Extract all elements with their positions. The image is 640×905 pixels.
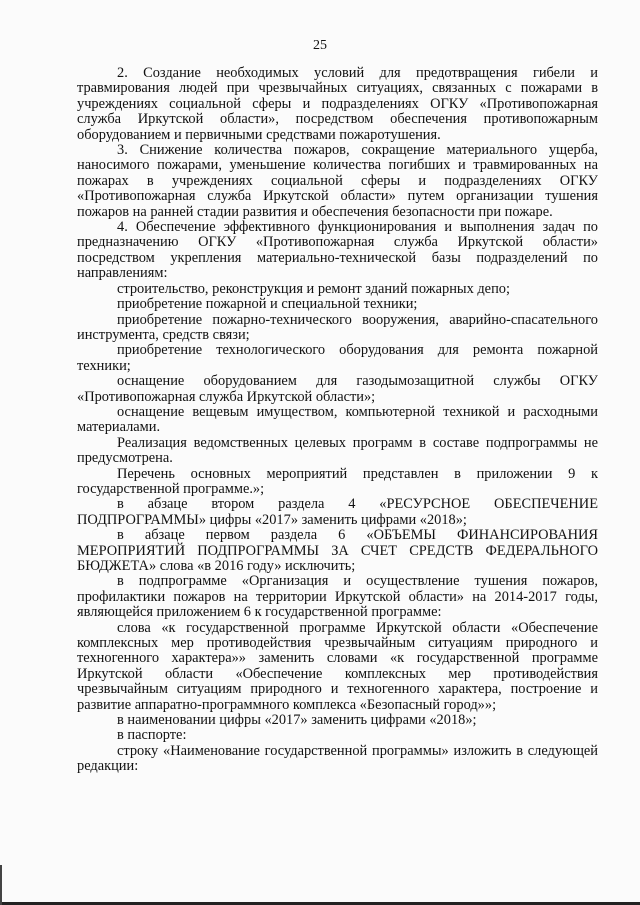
paragraph: Реализация ведомственных целевых программ в составе подпрограммы не предусмотрена. (77, 434, 598, 467)
document-body (77, 66, 598, 775)
page-number: 25 (313, 38, 327, 53)
paragraph: слова «к государственной программе Иркутской области «Обеспечение комплексных мер противодействия чрезвычайным ситуациям природного и техногенного характера»» заменить словами «к государственной программе Иркутской области «Обеспечение комплексных мер противодействия чрезвычайным ситуациям природного и техногенного характера, построение и развитие аппаратно-программного комплекса «Безопасный город»»; (77, 619, 598, 713)
paragraph: в абзаце втором раздела 4 «РЕСУРСНОЕ ОБЕСПЕЧЕНИЕ ПОДПРОГРАММЫ» цифры «2017» заменить цифрами «2018»; (77, 496, 598, 528)
paragraph: в паспорте: (117, 727, 187, 744)
paragraph: Перечень основных мероприятий представлен в приложении 9 к государственной программе.»; (77, 465, 598, 497)
list-item: приобретение технологического оборудования для ремонта пожарной техники; (77, 342, 598, 374)
paragraph: 2. Создание необходимых условий для предотвращения гибели и травмирования людей при чрезвычайных ситуациях, связанных с пожарами в учреждениях социальной сферы и подразделениях ОГКУ «Противопожарная служба Иркутской области», посредством обеспечения противопожарным оборудованием и первичными средствами пожаротушения. (77, 65, 598, 143)
scan-left-edge (0, 865, 2, 905)
paragraph: в абзаце первом раздела 6 «ОБЪЕМЫ ФИНАНСИРОВАНИЯ МЕРОПРИЯТИЙ ПОДПРОГРАММЫ ЗА СЧЕТ СРЕДСТВ ФЕДЕРАЛЬНОГО БЮДЖЕТА» слова «в 2016 году» исключить; (77, 527, 598, 574)
list-item: приобретение пожарной и специальной техники; (117, 296, 418, 313)
list-item: приобретение пожарно-технического вооружения, аварийно-спасательного инструмента, средств связи; (77, 311, 598, 343)
paragraph: 3. Снижение количества пожаров, сокращение материального ущерба, наносимого пожарами, уменьшение количества погибших и травмированных на пожарах в учреждениях социальной сферы и подразделениях ОГКУ «Противопожарная служба Иркутской области» путем организации тушения пожаров на ранней стадии развития и обеспечения безопасности при пожаре. (77, 142, 598, 220)
list-item: оснащение оборудованием для газодымозащитной службы ОГКУ «Противопожарная служба Иркутской области»; (77, 373, 598, 405)
list-item: оснащение вещевым имуществом, компьютерной техникой и расходными материалами. (77, 403, 598, 436)
paragraph: в наименовании цифры «2017» заменить цифрами «2018»; (117, 712, 477, 729)
list-item: строительство, реконструкция и ремонт зданий пожарных депо; (117, 280, 510, 297)
paragraph: строку «Наименование государственной программы» изложить в следующей редакции: (77, 742, 598, 775)
paragraph: в подпрограмме «Организация и осуществление тушения пожаров, профилактики пожаров на территории Иркутской области» на 2014-2017 годы, являющейся приложением 6 к государственной программе: (77, 573, 598, 621)
paragraph: 4. Обеспечение эффективного функционирования и выполнения задач по предназначению ОГКУ «Противопожарная служба Иркутской области» посредством укрепления материально-технической базы подразделений по направлениям: (77, 219, 598, 282)
